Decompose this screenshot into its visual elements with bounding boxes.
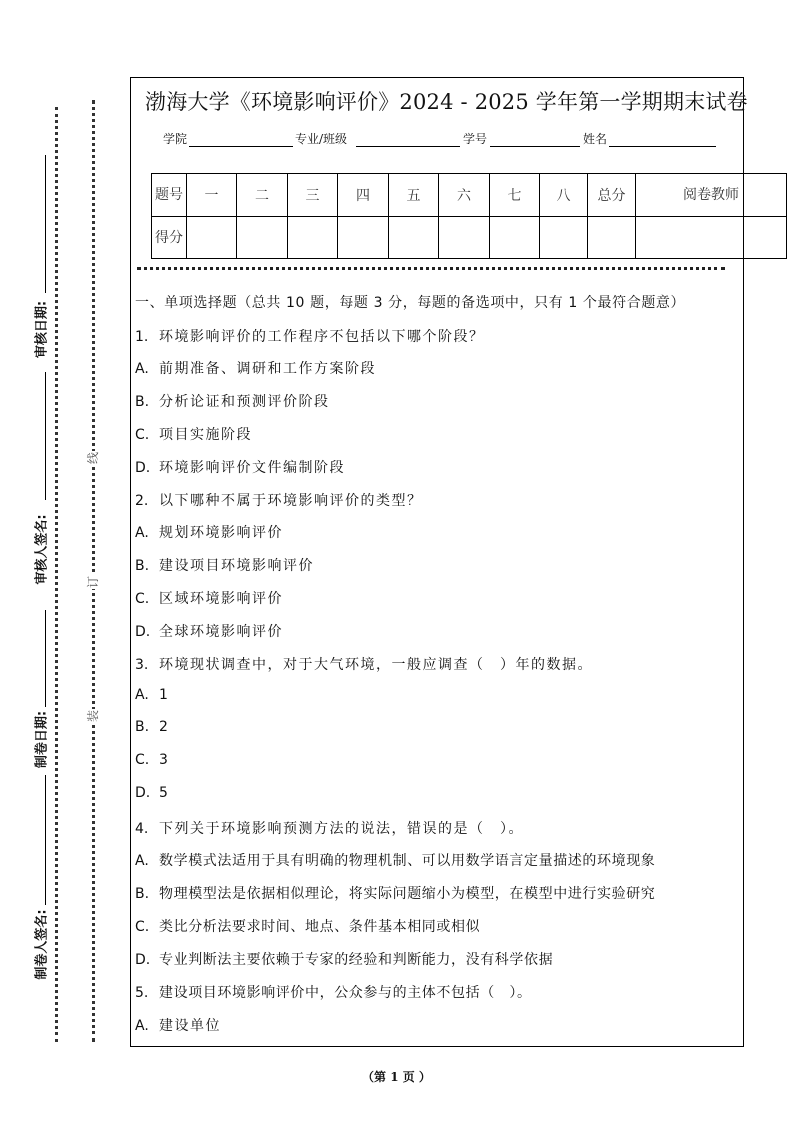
col-7: 七 xyxy=(490,174,540,217)
col-6: 六 xyxy=(439,174,490,217)
score-cell-4[interactable] xyxy=(338,217,389,259)
option-2d: D. 全球环境影响评价 xyxy=(135,624,283,640)
option-3c: C. 3 xyxy=(135,752,170,768)
option-3d: D. 5 xyxy=(135,785,170,801)
option-4c: C. 类比分析法要求时间、地点、条件基本相同或相似 xyxy=(135,919,481,935)
setter-date-label: 制卷日期: xyxy=(34,710,50,769)
option-1a: A. 前期准备、调研和工作方案阶段 xyxy=(135,361,376,377)
score-cell-6[interactable] xyxy=(439,217,490,259)
option-4a: A. 数学模式法适用于具有明确的物理机制、可以用数学语言定量描述的环境现象 xyxy=(135,853,656,869)
score-cell-3[interactable] xyxy=(288,217,338,259)
option-1b: B. 分析论证和预测评价阶段 xyxy=(135,394,330,410)
option-3b: B. 2 xyxy=(135,719,170,735)
option-1d: D. 环境影响评价文件编制阶段 xyxy=(135,460,345,476)
page-number: （第 1 页 ） xyxy=(362,1070,431,1084)
setter-signature-label: 制卷人签名: xyxy=(34,909,50,980)
score-cell-8[interactable] xyxy=(540,217,588,259)
seal-mark-bind: 订 xyxy=(86,575,101,589)
col-5: 五 xyxy=(389,174,439,217)
option-5a: A. 建设单位 xyxy=(135,1018,221,1034)
question-1: 1. 环境影响评价的工作程序不包括以下哪个阶段？ xyxy=(135,329,485,345)
question-3: 3. 环境现状调查中，对于大气环境，一般应调查（ ）年的数据。 xyxy=(135,657,593,673)
college-field[interactable] xyxy=(189,146,293,147)
score-table-header-row xyxy=(152,174,787,217)
score-cell-7[interactable] xyxy=(490,217,540,259)
question-5: 5. 建设项目环境影响评价中，公众参与的主体不包括（ ）。 xyxy=(135,985,532,1001)
col-grader: 阅卷教师 xyxy=(636,174,787,217)
score-cell-total[interactable] xyxy=(588,217,636,259)
signature-line-reviewer xyxy=(45,372,46,500)
signature-line-setter-date xyxy=(45,610,46,707)
option-4b: B. 物理模型法是依据相似理论，将实际问题缩小为模型，在模型中进行实验研究 xyxy=(135,886,656,902)
option-4d: D. 专业判断法主要依赖于专家的经验和判断能力，没有科学依据 xyxy=(135,952,554,968)
question-4: 4. 下列关于环境影响预测方法的说法，错误的是（ ）。 xyxy=(135,821,524,837)
section-heading: 一、单项选择题（总共 10 题，每题 3 分，每题的备选项中，只有 1 个最符合题意） xyxy=(135,295,686,311)
signature-line-review-date xyxy=(45,155,46,293)
score-row-header: 得分 xyxy=(152,217,187,259)
score-cell-5[interactable] xyxy=(389,217,439,259)
option-2b: B. 建设项目环境影响评价 xyxy=(135,558,314,574)
exam-title: 渤海大学《环境影响评价》2024 - 2025 学年第一学期期末试卷 xyxy=(145,90,748,114)
score-cell-1[interactable] xyxy=(187,217,237,259)
name-label: 姓名 xyxy=(583,132,608,146)
college-label: 学院 xyxy=(163,132,188,146)
major-class-label: 专业/班级 xyxy=(295,132,348,146)
score-table xyxy=(151,173,787,259)
score-cell-grader[interactable] xyxy=(636,217,787,259)
question-number-header: 题号 xyxy=(152,174,187,217)
question-2: 2. 以下哪种不属于环境影响评价的类型？ xyxy=(135,493,423,509)
binding-dotted-line-inner xyxy=(55,107,58,1042)
student-id-field[interactable] xyxy=(490,146,580,147)
score-table-score-row xyxy=(152,217,787,259)
score-cell-2[interactable] xyxy=(237,217,288,259)
col-2: 二 xyxy=(237,174,288,217)
reviewer-signature-label: 审核人签名: xyxy=(34,514,50,585)
option-3a: A. 1 xyxy=(135,687,170,703)
col-1: 一 xyxy=(187,174,237,217)
student-id-label: 学号 xyxy=(463,132,488,146)
header-separator xyxy=(137,267,725,270)
review-date-label: 审核日期: xyxy=(34,300,50,359)
seal-mark-mount: 装 xyxy=(86,709,101,723)
option-2a: A. 规划环境影响评价 xyxy=(135,525,283,541)
major-class-field[interactable] xyxy=(356,146,460,147)
col-8: 八 xyxy=(540,174,588,217)
col-3: 三 xyxy=(288,174,338,217)
binding-dotted-line-outer xyxy=(92,100,95,1042)
col-total: 总分 xyxy=(588,174,636,217)
option-2c: C. 区域环境影响评价 xyxy=(135,591,283,607)
name-field[interactable] xyxy=(609,146,716,147)
option-1c: C. 项目实施阶段 xyxy=(135,427,252,443)
seal-mark-line: 线 xyxy=(86,451,101,465)
col-4: 四 xyxy=(338,174,389,217)
signature-line-setter xyxy=(45,775,46,905)
